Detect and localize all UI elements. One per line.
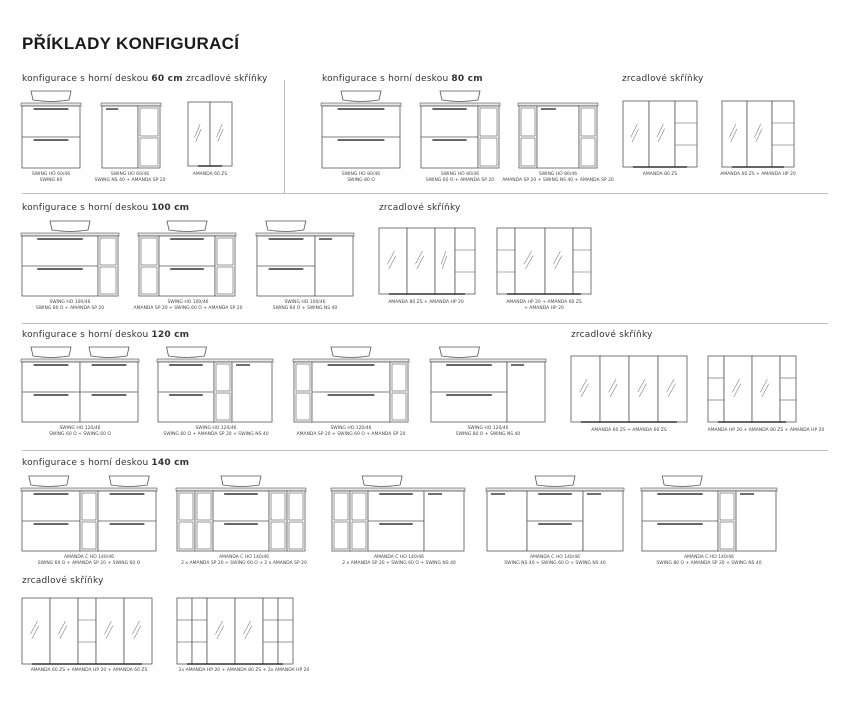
caption-line: SWING HO 120/46: [467, 426, 509, 431]
washbasin-icon: [109, 476, 149, 487]
shelf-cell: [179, 493, 193, 520]
shelf-cell: [289, 493, 303, 520]
caption-line: 2x AMANDA HP 20 + AMANDA 80 ZS + 2x AMANDA HP 20: [178, 668, 310, 673]
shelf-cell: [521, 138, 535, 166]
caption-line: SWING HO 120/46: [195, 426, 237, 431]
configuration-caption: [32, 172, 70, 184]
countertop: [21, 488, 157, 491]
caption-line: AMANDA SP 20 + SWING 60 O + AMANDA SP 20: [296, 432, 406, 437]
shelf-cell: [100, 267, 116, 294]
caption-line: SWING HO 120/46: [330, 426, 372, 431]
door-unit: [736, 491, 776, 551]
countertop: [176, 488, 306, 491]
washbasin-icon: [167, 347, 207, 358]
caption-line: SWING HO 80/46: [538, 172, 578, 177]
configuration-caption: [643, 172, 677, 178]
shelf-cell: [82, 522, 96, 549]
door-unit: [315, 236, 353, 296]
washbasin-icon: [31, 91, 71, 102]
shelf-cell: [480, 138, 497, 166]
washbasin-icon: [535, 476, 575, 487]
mirror-heading-60: zrcadlové skříňky: [186, 74, 268, 84]
configuration-caption: [179, 668, 310, 674]
mirror-side-shelf: [708, 356, 724, 422]
countertop: [101, 103, 161, 106]
door-unit: [537, 106, 579, 168]
mirror-heading-120: zrcadlové skříňky: [571, 330, 653, 340]
caption-line: AMANDA 60 ZS: [192, 172, 228, 177]
caption-line: SWING HO 100/46: [167, 300, 209, 305]
configuration-caption: [720, 172, 796, 178]
caption-line: AMANDA HP 20 + AMANDA 60 ZS: [506, 300, 582, 305]
shelf-cell: [216, 364, 230, 391]
configuration-caption: [31, 668, 148, 674]
washbasin-icon: [50, 221, 90, 232]
caption-line: SWING 80 O: [347, 178, 375, 183]
shelf-cell: [392, 364, 406, 391]
caption-line: SWING NS 40 + AMANDA SP 20: [94, 178, 166, 183]
countertop: [331, 488, 465, 491]
caption-line: SWING 60 O + SWING NS 40: [272, 306, 338, 311]
caption-line: AMANDA SP 20 + SWING 60 O + AMANDA SP 20: [133, 306, 243, 311]
caption-line: SWING HO 100/46: [49, 300, 91, 305]
door-unit: [487, 491, 527, 551]
caption-line: SWING 60: [39, 178, 63, 183]
section-size: 100 cm: [151, 203, 190, 213]
countertop: [21, 103, 81, 106]
mirror-side-shelf: [573, 228, 591, 294]
shelf-cell: [296, 393, 310, 420]
configuration-caption: [95, 172, 166, 184]
washbasin-icon: [440, 347, 480, 358]
caption-line: SWING HO 80/46: [440, 172, 480, 177]
countertop: [21, 359, 139, 362]
washbasin-icon: [440, 91, 480, 102]
configuration-caption: [656, 555, 761, 567]
mirror-heading-140: zrcadlové skříňky: [22, 576, 104, 586]
configuration-caption: [342, 172, 380, 184]
caption-line: + AMANDA HP 20: [524, 306, 564, 311]
caption-line: SWING HO 60/46: [110, 172, 150, 177]
shelf-cell: [521, 108, 535, 136]
caption-line: SWING 60 O + AMANDA SP 20 + SWING NS 40: [163, 432, 269, 437]
door-unit: [424, 491, 464, 551]
shelf-cell: [352, 493, 366, 520]
washbasin-icon: [29, 476, 69, 487]
mirror-side-shelf: [78, 598, 96, 664]
shelf-cell: [217, 267, 233, 294]
configuration-caption: [297, 426, 406, 438]
shelf-cell: [82, 493, 96, 520]
shelf-cell: [334, 522, 348, 549]
configuration-caption: [591, 428, 666, 434]
shelf-cell: [334, 493, 348, 520]
washbasin-icon: [89, 347, 129, 358]
caption-line: SWING 60 O + AMANDA SP 20: [425, 178, 495, 183]
mirror-side-shelf: [192, 598, 207, 664]
shelf-cell: [480, 108, 497, 136]
configuration-caption: [181, 555, 307, 567]
caption-line: SWING NS 40 + SWING 60 O + SWING NS 40: [504, 561, 606, 566]
caption-line: SWING 80 O + AMANDA SP 20: [35, 306, 105, 311]
section-prefix: konfigurace s horní deskou: [22, 458, 152, 468]
shelf-cell: [141, 267, 157, 294]
mirror-side-shelf: [177, 598, 192, 664]
countertop: [641, 488, 777, 491]
shelf-cell: [271, 493, 285, 520]
configuration-caption: [388, 300, 464, 306]
caption-line: AMANDA SP 20 + SWING NS 40 + AMANDA SP 20: [502, 178, 614, 183]
shelf-cell: [216, 393, 230, 420]
caption-line: AMANDA C HO 140/46: [529, 555, 581, 560]
mirror-side-shelf: [497, 228, 515, 294]
caption-line: 2 x AMANDA SP 20 + SWING 60 O + SWING NS 40: [342, 561, 456, 566]
shelf-cell: [581, 108, 595, 136]
caption-line: SWING HO 80/46: [341, 172, 381, 177]
configuration-caption: [38, 555, 141, 567]
door-unit: [583, 491, 623, 551]
shelf-cell: [289, 522, 303, 549]
section-size: 120 cm: [151, 330, 190, 340]
shelf-cell: [581, 138, 595, 166]
shelf-cell: [217, 238, 233, 265]
configuration-caption: [36, 300, 104, 312]
countertop: [420, 103, 500, 106]
shelf-cell: [352, 522, 366, 549]
section-prefix: konfigurace s horní deskou: [22, 330, 152, 340]
configuration-caption: [163, 426, 268, 438]
washbasin-icon: [266, 221, 306, 232]
mirror-heading-80: zrcadlové skříňky: [622, 74, 704, 84]
caption-line: SWING HO 100/46: [284, 300, 326, 305]
configuration-caption: [49, 426, 111, 438]
section-prefix: konfigurace s horní deskou: [322, 74, 452, 84]
washbasin-icon: [331, 347, 371, 358]
shelf-cell: [197, 522, 211, 549]
caption-line: SWING HO 60/46: [31, 172, 71, 177]
door-unit: [102, 106, 138, 168]
configuration-caption: [342, 555, 456, 567]
configuration-caption: [134, 300, 243, 312]
shelf-cell: [140, 138, 158, 166]
shelf-cell: [271, 522, 285, 549]
mirror-side-shelf: [772, 101, 794, 167]
countertop: [518, 103, 598, 106]
configuration-caption: [504, 555, 605, 567]
washbasin-icon: [221, 476, 261, 487]
caption-line: SWING HO 120/46: [59, 426, 101, 431]
washbasin-icon: [31, 347, 71, 358]
shelf-cell: [100, 238, 116, 265]
configuration-caption: [506, 300, 582, 312]
countertop: [138, 233, 236, 236]
shelf-cell: [392, 393, 406, 420]
countertop: [486, 488, 624, 491]
shelf-cell: [179, 522, 193, 549]
section-size: 60 cm: [151, 74, 183, 84]
mirror-side-shelf: [278, 598, 293, 664]
caption-line: SWING 80 O + SWING NS 40: [455, 432, 521, 437]
countertop: [21, 233, 119, 236]
shelf-cell: [141, 238, 157, 265]
configuration-caption: [708, 428, 825, 434]
caption-line: AMANDA 80 ZS: [642, 172, 678, 177]
washbasin-icon: [341, 91, 381, 102]
mirror-side-shelf: [263, 598, 278, 664]
section-prefix: konfigurace s horní deskou: [22, 203, 152, 213]
section-prefix: konfigurace s horní deskou: [22, 74, 152, 84]
caption-line: AMANDA C HO 140/46: [218, 555, 270, 560]
section-size: 140 cm: [151, 458, 190, 468]
washbasin-icon: [362, 476, 402, 487]
caption-line: SWING 60 O + SWING 60 O: [49, 432, 111, 437]
caption-line: AMANDA C HO 140/46: [373, 555, 425, 560]
mirror-side-shelf: [675, 101, 697, 167]
caption-line: AMANDA 60 ZS + AMANDA 60 ZS: [591, 428, 667, 433]
door-unit: [507, 362, 545, 422]
washbasin-icon: [167, 221, 207, 232]
mirror-heading-100: zrcadlové skříňky: [379, 203, 461, 213]
configuration-caption: [426, 172, 494, 184]
page-title: PŘÍKLADY KONFIGURACÍ: [22, 34, 240, 53]
countertop: [430, 359, 546, 362]
door-unit: [232, 362, 272, 422]
shelf-cell: [296, 364, 310, 391]
caption-line: SWING 60 O + AMANDA SP 20 + SWING 60 O: [37, 561, 141, 566]
countertop: [293, 359, 409, 362]
countertop: [256, 233, 354, 236]
configuration-caption: [273, 300, 338, 312]
caption-line: 2 x AMANDA SP 20 + SWING 60 O + 2 x AMANDA SP 20: [181, 561, 307, 566]
configuration-caption: [456, 426, 521, 438]
shelf-cell: [720, 522, 734, 549]
countertop: [157, 359, 273, 362]
washbasin-icon: [662, 476, 702, 487]
caption-line: AMANDA HP 20 + AMANDA 80 ZS + AMANDA HP 20: [707, 428, 825, 433]
shelf-cell: [140, 108, 158, 136]
caption-line: AMANDA 60 ZS + AMANDA HP 20 + AMANDA 60 ZS: [30, 668, 148, 673]
caption-line: AMANDA 80 ZS + AMANDA HP 20: [388, 300, 464, 305]
configuration-caption: [502, 172, 614, 184]
caption-line: AMANDA C HO 140/46: [63, 555, 115, 560]
caption-line: AMANDA 60 ZS + AMANDA HP 20: [720, 172, 796, 177]
mirror-side-shelf: [455, 228, 475, 294]
section-size: 80 cm: [451, 74, 483, 84]
shelf-cell: [720, 493, 734, 520]
mirror-side-shelf: [780, 356, 796, 422]
shelf-cell: [197, 493, 211, 520]
caption-line: SWING 80 O + AMANDA SP 20 + SWING NS 40: [656, 561, 762, 566]
configuration-caption: [193, 172, 227, 178]
countertop: [321, 103, 401, 106]
caption-line: AMANDA C HO 140/46: [683, 555, 735, 560]
